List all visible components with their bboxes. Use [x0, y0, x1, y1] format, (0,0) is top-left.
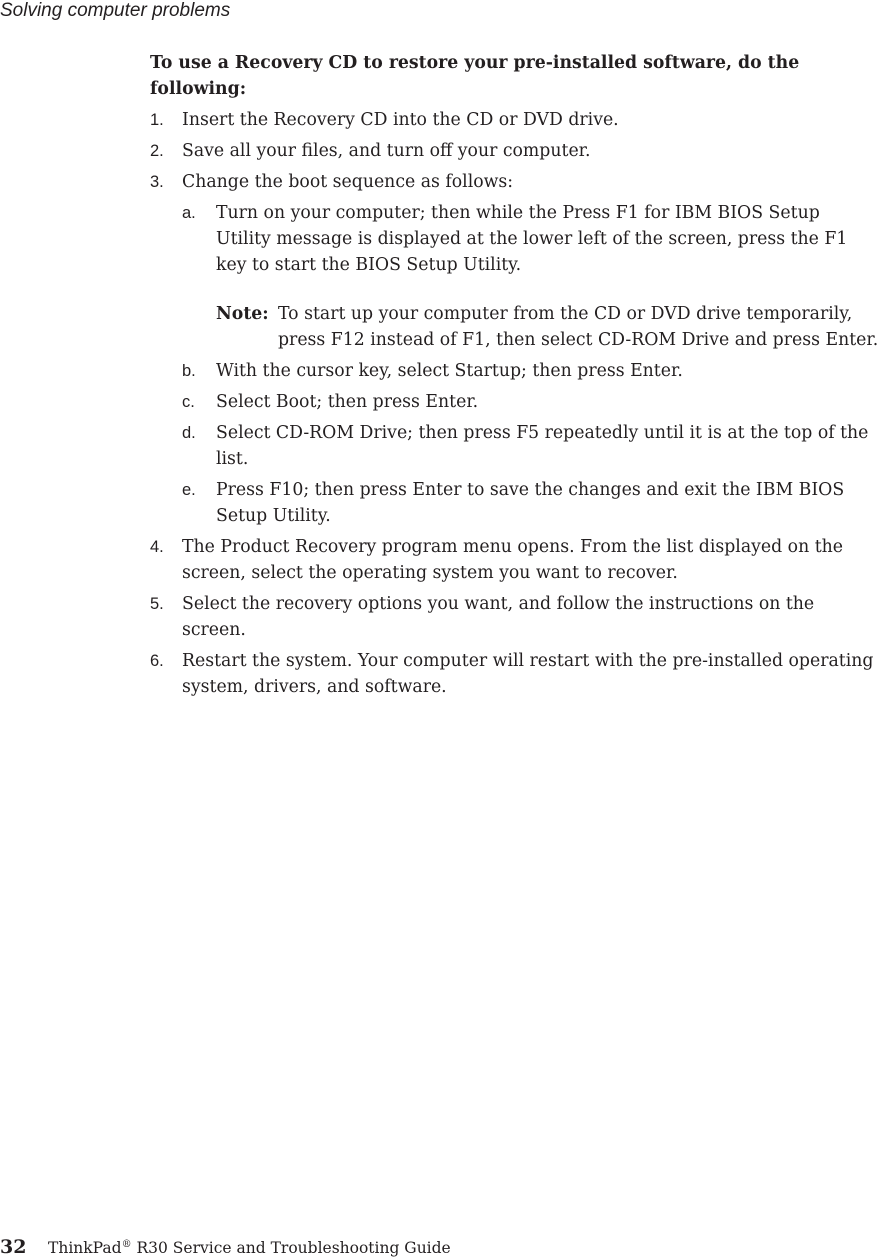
list-item	[182, 389, 880, 415]
note-label: Note:	[216, 304, 269, 324]
step-number: 2.	[150, 142, 164, 160]
intro-heading: To use a Recovery CD to restore your pre-installed software, do the following:	[150, 53, 800, 99]
page-footer	[0, 1235, 451, 1258]
list-item	[182, 358, 880, 384]
step-text: Select the recovery options you want, and follow the instructions on the screen.	[182, 594, 815, 640]
footer-product: ThinkPad	[48, 1239, 122, 1258]
step-number: 6.	[150, 652, 164, 670]
step-text: The Product Recovery program menu opens. From the list displayed on the screen, select the operating system you want to recover.	[182, 537, 843, 583]
main-content	[150, 50, 880, 705]
page-number: 32	[0, 1236, 27, 1258]
trademark-symbol: ®	[121, 1239, 132, 1250]
substep-text: With the cursor key, select Startup; then press Enter.	[216, 361, 683, 381]
step-number: 5.	[150, 595, 164, 613]
list-item	[150, 138, 880, 164]
substep-letter: e.	[182, 481, 196, 499]
note-block	[216, 301, 880, 353]
running-head: Solving computer problems	[0, 0, 231, 21]
step-text: Restart the system. Your computer will restart with the pre-installed operating system, drivers, and software.	[182, 651, 874, 697]
substep-text: Press F10; then press Enter to save the changes and exit the IBM BIOS Setup Utility.	[216, 480, 845, 526]
substeps-list	[182, 200, 880, 529]
substep-text: Select Boot; then press Enter.	[216, 392, 479, 412]
footer-title: R30 Service and Troubleshooting Guide	[131, 1239, 451, 1258]
list-item	[150, 107, 880, 133]
substep-letter: d.	[182, 424, 196, 442]
list-item	[182, 477, 880, 529]
note-text: To start up your computer from the CD or DVD drive temporarily, press F12 instead of F1, then select CD-ROM Drive and press Enter.	[278, 304, 879, 350]
step-number: 3.	[150, 173, 164, 191]
list-item	[182, 420, 880, 472]
list-item	[150, 534, 880, 586]
step-number: 1.	[150, 111, 164, 129]
substep-letter: a.	[182, 204, 196, 222]
list-item	[150, 591, 880, 643]
substep-text: Select CD-ROM Drive; then press F5 repeatedly until it is at the top of the list.	[216, 423, 869, 469]
steps-list	[150, 107, 880, 700]
substep-text: Turn on your computer; then while the Press F1 for IBM BIOS Setup Utility message is displayed at the lower left of the screen, press the F1 key to start the BIOS Setup Utility.	[216, 203, 848, 275]
step-text: Insert the Recovery CD into the CD or DVD drive.	[182, 110, 619, 130]
step-text: Change the boot sequence as follows:	[182, 172, 514, 192]
substep-letter: b.	[182, 362, 196, 380]
substep-letter: c.	[182, 393, 195, 411]
step-text: Save all your files, and turn off your computer.	[182, 141, 591, 161]
step-number: 4.	[150, 538, 164, 556]
list-item	[182, 200, 880, 353]
list-item	[150, 169, 880, 529]
list-item	[150, 648, 880, 700]
